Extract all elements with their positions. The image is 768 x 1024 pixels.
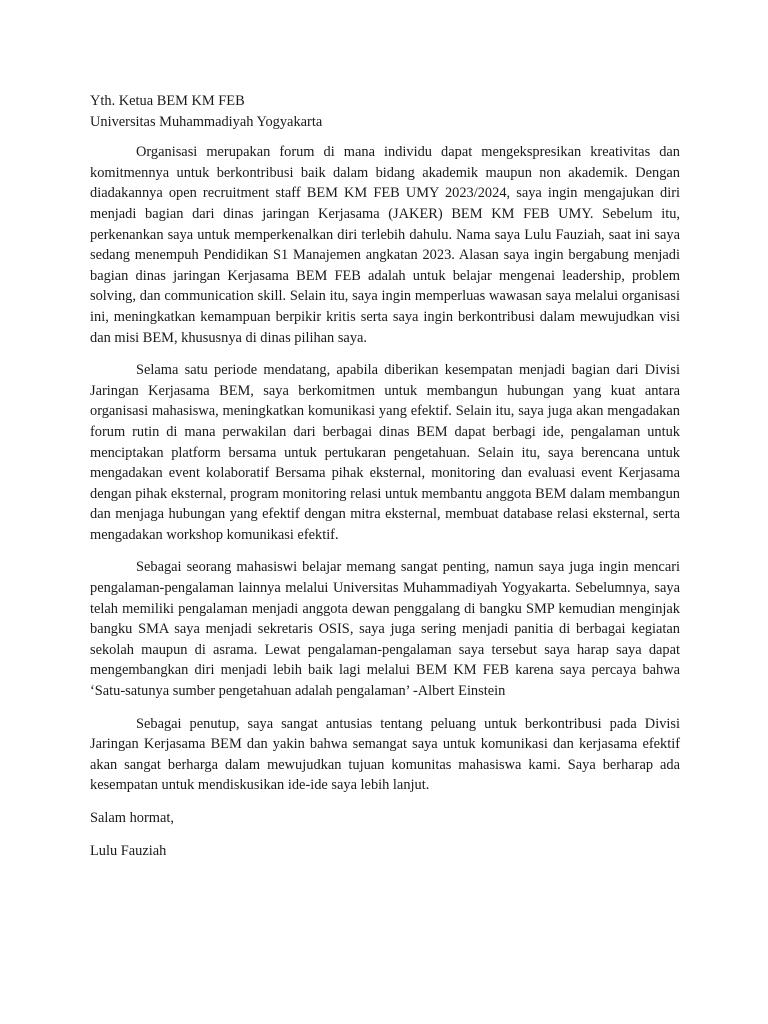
letter-page: [90, 91, 680, 861]
recipient-institution: Universitas Muhammadiyah Yogyakarta: [90, 113, 323, 130]
paragraph-commitment: Selama satu periode mendatang, apabila diberikan kesempatan menjadi bagian dari Divisi Jaringan Kerjasama BEM, saya berkomitmen untuk membangun hubungan yang kuat antara organisasi mahasiswa, meningkatkan komunikasi yang efektif. Selain itu, saya juga akan mengadakan forum rutin di mana perwakilan dari berbagai dinas BEM dapat berbagi ide, pengalaman untuk menciptakan platform bersama untuk pertukaran pengetahuan. Selain itu, saya berencana untuk mengadakan event kolaboratif Bersama pihak eksternal, monitoring dan evaluasi event Kerjasama dengan pihak eksternal, program monitoring relasi untuk membantu anggota BEM dalam membangun dan menjaga hubungan yang efektif dengan mitra eksternal, membuat database relasi eksternal, serta mengadakan workshop komunikasi efektif.: [90, 362, 680, 543]
recipient-address: [90, 91, 680, 132]
signature-name: Lulu Fauziah: [90, 842, 167, 859]
paragraph-introduction: Organisasi merupakan forum di mana individu dapat mengekspresikan kreativitas dan komitmennya untuk berkontribusi baik dalam bidang akademik maupun non akademik. Dengan diadakannya open recruitment staff BEM KM FEB UMY 2023/2024, saya ingin mengajukan diri menjadi bagian dari dinas jaringan Kerjasama (JAKER) BEM KM FEB UMY. Sebelum itu, perkenankan saya untuk memperkenalkan diri terlebih dahulu. Nama saya Lulu Fauziah, saat ini saya sedang menempuh Pendidikan S1 Manajemen angkatan 2023. Alasan saya ingin bergabung menjadi bagian dinas jaringan Kerjasama BEM FEB adalah untuk belajar mengenai leadership, problem solving, dan communication skill. Selain itu, saya ingin memperluas wawasan saya melalui organisasi ini, meningkatkan kemampuan berpikir kritis serta saya ingin berkontribusi dalam mewujudkan visi dan misi BEM, khususnya di dinas pilihan saya.: [90, 144, 680, 346]
paragraph-conclusion: Sebagai penutup, saya sangat antusias tentang peluang untuk berkontribusi pada Divisi Jaringan Kerjasama BEM dan yakin bahwa semangat saya untuk komunikasi dan kerjasama efektif akan sangat berharga dalam mewujudkan tujuan komunitas mahasiswa kami. Saya berharap ada kesempatan untuk mendiskusikan ide-ide saya lebih lanjut.: [90, 715, 680, 794]
closing-salutation: Salam hormat,: [90, 810, 174, 826]
recipient-title: Yth. Ketua BEM KM FEB: [90, 93, 245, 109]
paragraph-experience: Sebagai seorang mahasiswi belajar memang sangat penting, namun saya juga ingin mencari pengalaman-pengalaman lainnya melalui Universitas Muhammadiyah Yogyakarta. Sebelumnya, saya telah memiliki pengalaman menjadi anggota dewan penggalang di bangku SMP kemudian menginjak bangku SMA saya menjadi sekretaris OSIS, saya juga sering menjadi panitia di berbagai kegiatan sekolah maupun di asrama. Lewat pengalaman-pengalaman saya tersebut saya harap saya dapat mengembangkan diri menjadi lebih baik lagi melalui BEM KM FEB karena saya percaya bahwa ‘Satu-satunya sumber pengetahuan adalah pengalaman’ -Albert Einstein: [90, 559, 680, 700]
